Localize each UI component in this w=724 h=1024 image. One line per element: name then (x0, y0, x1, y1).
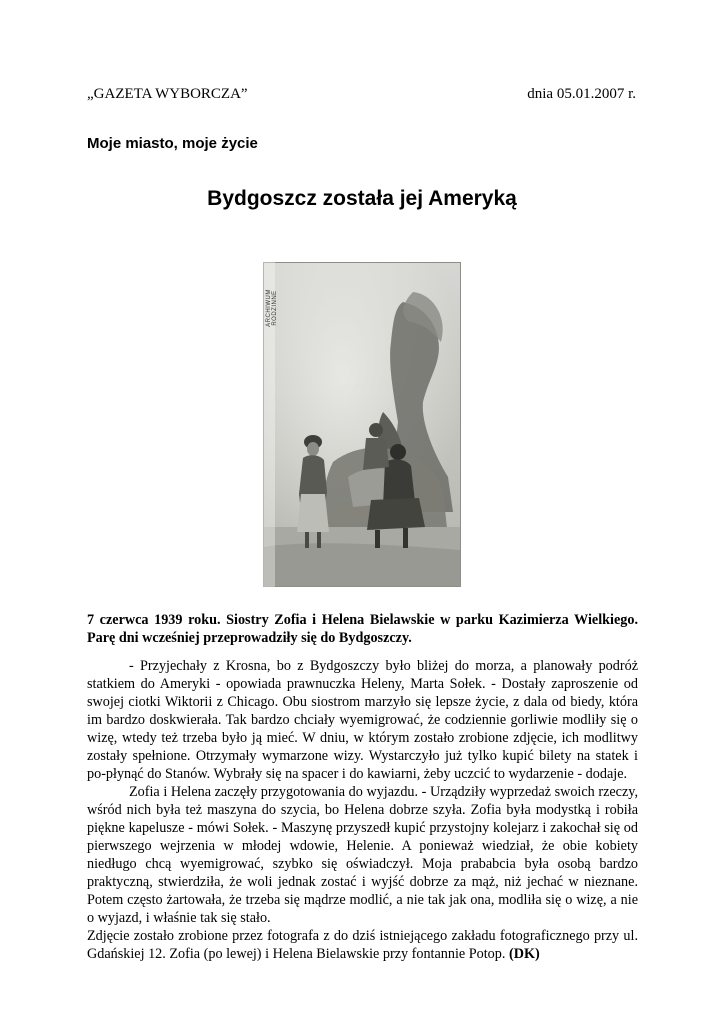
body-paragraph-last (87, 927, 638, 963)
article-body (87, 657, 638, 963)
photo-caption: 7 czerwca 1939 roku. Siostry Zofia i Helena Bielawskie w parku Kazimierza Wielkiego. Parę dni wcześniej przeprowadziły się do Bydgoszczy. (87, 612, 638, 646)
photo-credit: ARCHIWUM RODZINNE (266, 289, 278, 327)
article-photo (263, 262, 461, 587)
author-signature: (DK) (508, 946, 540, 962)
publication-name: „GAZETA WYBORCZA” (87, 86, 248, 102)
body-paragraph: Zdjęcie zostało zrobione przez fotografa z do dziś istniejącego zakładu fotograficznego przy ul. Gdańskiej 12. Zofia (po lewej) i Helena Bielawskie przy fontannie Potop. (87, 928, 638, 962)
publication-date: dnia 05.01.2007 r. (527, 86, 636, 102)
article-headline: Bydgoszcz została jej Ameryką (207, 187, 517, 210)
body-paragraph: Zofia i Helena zaczęły przygotowania do wyjazdu. - Urządziły wyprzedaż swoich rzeczy, wśród nich była też maszyna do szycia, bo Helena dobrze szyła. Zofia była modystką i robiła piękne kapelusze - mówi Sołek. - Maszynę przyszedł kupić przystojny kolejarz i zakochał się od pierwszego wejrzenia w młodej wdowie, Helenie. A ponieważ wiedział, że obie kobiety niedługo chcą wyemigrować, szybko się oświadczył. Moja prababcia była osobą bardzo praktyczną, stwierdziła, że woli jednak zostać i wyjść dobrze za mąż, niż jechać w nieznane. Potem często żartowała, że trzeba się mądrze modlić, a nie tak jak ona, modliła się o wizę, a nie o wyjazd, i właśnie tak się stało. (87, 784, 638, 926)
body-paragraph: - Przyjechały z Krosna, bo z Bydgoszczy było bliżej do morza, a planowały podróż statkiem do Ameryki - opowiada prawnuczka Heleny, Marta Sołek. - Dostały zaproszenie od swojej ciotki Wiktorii z Chicago. Obu siostrom marzyło się lepsze życie, z dala od biedy, która im bardzo doskwierała. Tak bardzo chciały wyemigrować, że codziennie gorliwie modliły się o wizę, wtedy też trzeba było ją mieć. W dniu, w którym zostało zrobione zdjęcie, ich modlitwy zostały spełnione. Otrzymały wymarzone wizy. Wystarczyło już tylko kupić bilety na statek i po-płynąć do Stanów. Wybrały się na spacer i do kawiarni, żeby uczcić to wydarzenie - dodaje. (87, 658, 638, 782)
section-title: Moje miasto, moje życie (87, 135, 258, 152)
